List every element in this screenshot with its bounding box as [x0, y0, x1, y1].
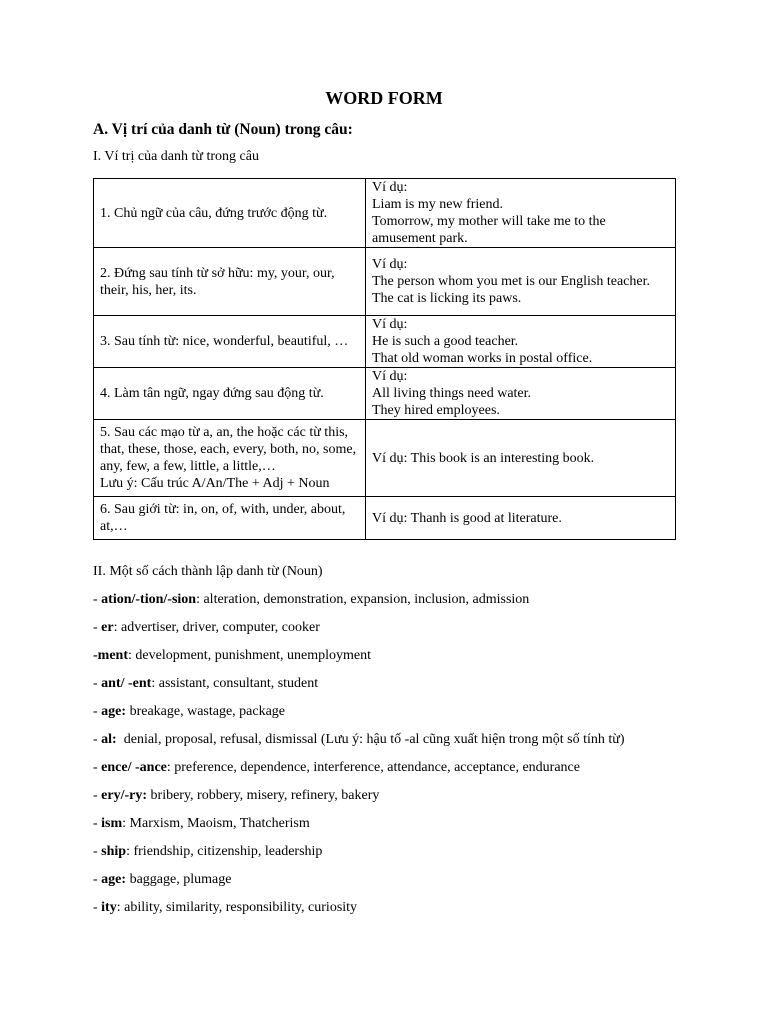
suffix-examples: baggage, plumage — [126, 872, 232, 887]
list-item — [93, 787, 673, 804]
table-row — [94, 420, 676, 497]
example-line: Ví dụ: — [372, 257, 408, 272]
table-row — [94, 368, 676, 420]
example-line: They hired employees. — [372, 403, 500, 418]
position-text: 5. Sau các mạo từ a, an, the hoặc các từ this, that, these, those, each, every, both, no, some, any, few, a few, little, a little,… — [100, 425, 357, 474]
list-item — [93, 815, 673, 832]
item-prefix: - — [93, 900, 102, 915]
example-cell — [366, 179, 676, 248]
section-2-heading: II. Một số cách thành lập danh từ (Noun) — [93, 564, 323, 579]
position-cell: 2. Đứng sau tính từ sở hữu: my, your, our, their, his, her, its. — [94, 248, 366, 316]
table-row — [94, 179, 676, 248]
suffix-examples: : assistant, consultant, student — [151, 676, 319, 691]
suffix-label: al: — [101, 732, 117, 747]
item-prefix: - — [93, 816, 102, 831]
example-line: The cat is licking its paws. — [372, 291, 522, 306]
table-row — [94, 248, 676, 316]
item-prefix: - — [93, 788, 102, 803]
item-prefix: - — [93, 620, 102, 635]
suffix-list — [93, 591, 673, 927]
suffix-label: ence/ -ance — [101, 760, 167, 775]
example-cell: Ví dụ: Thanh is good at literature. — [366, 497, 676, 540]
suffix-examples: breakage, wastage, package — [126, 704, 286, 719]
list-item — [93, 647, 673, 664]
example-line: He is such a good teacher. — [372, 334, 519, 349]
suffix-label: -ment — [93, 648, 128, 663]
position-note: Lưu ý: Cấu trúc A/An/The + Adj + Noun — [100, 476, 330, 491]
item-prefix: - — [93, 844, 102, 859]
item-prefix: - — [93, 760, 102, 775]
list-item — [93, 871, 673, 888]
list-item — [93, 759, 673, 776]
list-item — [93, 591, 673, 608]
position-cell — [94, 420, 366, 497]
suffix-examples: : alteration, demonstration, expansion, inclusion, admission — [196, 592, 530, 607]
section-1-heading: I. Ví trị của danh từ trong câu — [93, 149, 259, 164]
item-prefix: - — [93, 732, 102, 747]
example-line: Tomorrow, my mother will take me to the amusement park. — [372, 214, 606, 246]
item-prefix: - — [93, 872, 102, 887]
position-cell: 1. Chủ ngữ của câu, đứng trước động từ. — [94, 179, 366, 248]
list-item — [93, 899, 673, 916]
page-title: WORD FORM — [325, 88, 443, 108]
position-cell: 4. Làm tân ngữ, ngay đứng sau động từ. — [94, 368, 366, 420]
suffix-label: ism — [101, 816, 123, 831]
example-line: That old woman works in postal office. — [372, 351, 593, 366]
example-cell: Ví dụ: This book is an interesting book. — [366, 420, 676, 497]
list-item — [93, 843, 673, 860]
item-prefix: - — [93, 676, 102, 691]
example-line: Ví dụ: — [372, 317, 408, 332]
suffix-examples: : ability, similarity, responsibility, curiosity — [116, 900, 358, 915]
suffix-label: age: — [101, 704, 127, 719]
suffix-label: ation/-tion/-sion — [101, 592, 197, 607]
item-prefix: - — [93, 704, 102, 719]
example-cell — [366, 248, 676, 316]
suffix-label: ship — [101, 844, 127, 859]
table-row — [94, 316, 676, 368]
suffix-label: er — [101, 620, 114, 635]
example-line: Ví dụ: — [372, 180, 408, 195]
suffix-label: ant/ -ent — [101, 676, 152, 691]
section-a-heading: A. Vị trí của danh từ (Noun) trong câu: — [93, 121, 353, 138]
list-item — [93, 675, 673, 692]
suffix-examples: : Marxism, Maoism, Thatcherism — [122, 816, 310, 831]
table-row — [94, 497, 676, 540]
suffix-examples: : advertiser, driver, computer, cooker — [113, 620, 320, 635]
position-cell: 6. Sau giới từ: in, on, of, with, under, about, at,… — [94, 497, 366, 540]
example-cell — [366, 316, 676, 368]
suffix-label: ity — [101, 900, 117, 915]
item-prefix: - — [93, 592, 102, 607]
suffix-examples: bribery, robbery, misery, refinery, bakery — [147, 788, 380, 803]
example-line: Ví dụ: — [372, 369, 408, 384]
suffix-examples: : development, punishment, unemployment — [128, 648, 372, 663]
suffix-examples: : friendship, citizenship, leadership — [126, 844, 323, 859]
suffix-examples: denial, proposal, refusal, dismissal (Lưu ý: hậu tố -al cũng xuất hiện trong một số tính từ) — [116, 732, 625, 747]
list-item — [93, 703, 673, 720]
position-cell: 3. Sau tính từ: nice, wonderful, beautiful, … — [94, 316, 366, 368]
example-line: The person whom you met is our English teacher. — [372, 274, 650, 289]
example-line: Liam is my new friend. — [372, 197, 504, 212]
suffix-label: ery/-ry: — [101, 788, 148, 803]
noun-position-table — [93, 178, 676, 540]
list-item — [93, 731, 673, 748]
example-line: All living things need water. — [372, 386, 532, 401]
suffix-examples: : preference, dependence, interference, attendance, acceptance, endurance — [166, 760, 580, 775]
list-item — [93, 619, 673, 636]
example-cell — [366, 368, 676, 420]
suffix-label: age: — [101, 872, 127, 887]
